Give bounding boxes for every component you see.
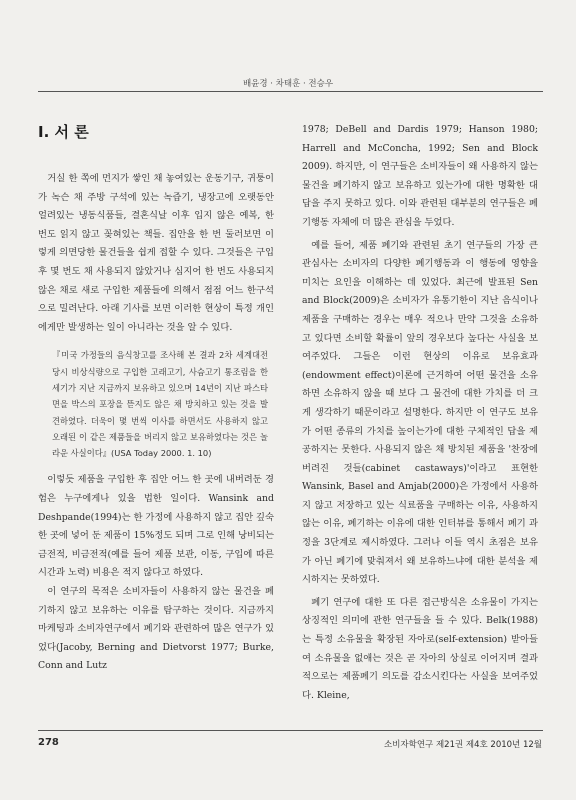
header-divider	[38, 91, 543, 92]
page-number: 278	[38, 737, 59, 748]
body-paragraph-disposal-research: 예를 들어, 제품 폐기와 관련된 초기 연구들의 가장 큰 관심사는 소비자의 다양한 폐기행동과 이 행동에 영향을 미치는 요인을 이해하는 데 있었다. 최근에 발표된 Sen and Block(2009)은 소비자가 유통기한이 지난 음식이나 제품을 구매하는 경우는 매우 적으나 만약 그것을 소유하고 있다면 소비할 확률이 앞의 경우보다 높다는 사실을 보여주었다. 그들은 이런 현상의 이유로 보유효과(endowment effect)이론에 근거하여 어떤 물건을 소유하면 소유하지 않을 때 보다 그 물건에 대한 가치를 더 크게 생각하기 때문이라고 설명한다. 하지만 이 연구도 보유가 어떤 종류의 가치를 높이는가에 대한 구체적인 답을 제공하지는 못한다. 사용되지 않은 채 방치된 제품을 '찬장에 버려진 것들(cabinet castaways)'이라고 표현한 Wansink, Basel and Amjab(2000)은 가정에서 사용하지 않고 저장하고 있는 식료품을 구매하는 이유, 사용하지 않는 이유, 폐기하는 이유에 대한 인터뷰를 통해서 폐기 과정을 3단계로 제시하였다. 그러나 이들 역시 초점은 보유가 아닌 폐기에 맞춰져서 왜 보유하느냐에 대한 분석을 제시하지는 못하였다.	[302, 239, 538, 586]
running-head-authors: 배윤경 · 차태훈 · 전승우	[242, 79, 334, 89]
section-title: Ⅰ. 서 론	[38, 123, 89, 141]
left-column	[38, 121, 274, 676]
intro-paragraph-3: 이 연구의 목적은 소비자들이 사용하지 않는 물건을 폐기하지 않고 보유하는 이유를 탐구하는 것이다. 지금까지 마케팅과 소비자연구에서 폐기와 관련하여 많은 연구가 있었다(Jacoby, Berning and Dietvorst 1977; Burke, Conn and Lutz	[38, 585, 274, 672]
continued-paragraph: 1978; DeBell and Dardis 1979; Hanson 1980; Harrell and McConcha, 1992; Sen and Block 2009). 하지만, 이 연구들은 소비자들이 왜 사용하지 않는 물건을 폐기하지 않고 보유하고 있는가에 대한 명확한 대답을 주지 못하고 있다. 이와 관련된 대부분의 연구들은 폐기행동 자체에 더 많은 관심을 두었다.	[302, 124, 538, 228]
news-quote: 『미국 가정들의 음식창고를 조사해 본 결과 2차 세계대전 당시 비상식량으로 구입한 고래고기, 사슴고기 통조림을 한 세기가 지난 지금까지 보유하고 있으며 14년이 지난 파스타 면을 박스의 포장을 뜯지도 않은 채 방치하고 있는 것을 발견하였다. 더욱이 몇 번씩 이사를 하면서도 사용하지 않고 오래된 이 같은 제품들을 버리지 않고 보유하였다는 것은 놀라운 사실이다』(USA Today 2000. 1. 10)	[52, 350, 268, 459]
right-column	[302, 121, 538, 705]
footer-divider	[38, 730, 543, 731]
intro-paragraph-2: 이렇듯 제품을 구입한 후 집안 어느 한 곳에 내버려둔 경험은 누구에게나 있을 법한 일이다. Wansink and Deshpande(1994)는 한 가정에 사용하지 않고 집안 깊숙한 곳에 넣어 둔 제품이 15%정도 되며 그로 인해 낭비되는 금전적, 비금전적(예를 들어 제품 보관, 이동, 구입에 따른 시간과 노력) 비용은 적지 않다고 하였다.	[38, 474, 275, 579]
body-paragraph-symbolic-meaning: 폐기 연구에 대한 또 다른 접근방식은 소유물이 가지는 상징적인 의미에 관한 연구들을 들 수 있다. Belk(1988)는 특정 소유물을 확장된 자아로(self-extension) 받아들여 소유물을 없애는 것은 곧 자아의 상실로 이어지며 결과적으로는 제품폐기 의도를 감소시킨다는 사실을 보여주었다. Kleine,	[302, 596, 538, 701]
journal-citation: 소비자학연구 제21권 제4호 2010년 12월	[383, 740, 542, 750]
intro-paragraph-1: 거실 한 쪽에 먼지가 쌓인 채 놓여있는 운동기구, 귀퉁이가 녹슨 채 주방 구석에 있는 녹즙기, 냉장고에 오랫동안 얼려있는 냉동식품들, 결혼식날 이후 입지 않은 예복, 한 번도 읽지 않고 꽂혀있는 책들. 집안을 한 번 둘러보면 이렇게 의면당한 물건들을 쉽게 접할 수 있다. 그것들은 구입 후 몇 번도 채 사용되지 않았거나 심지어 한 번도 사용되지 않은 채로 새로 구입한 제품들에 의해서 점점 어느 한구석으로 밀려난다. 아래 기사를 보면 이러한 현상이 특정 개인에게만 발생하는 일이 아니라는 것을 알 수 있다.	[38, 173, 274, 333]
